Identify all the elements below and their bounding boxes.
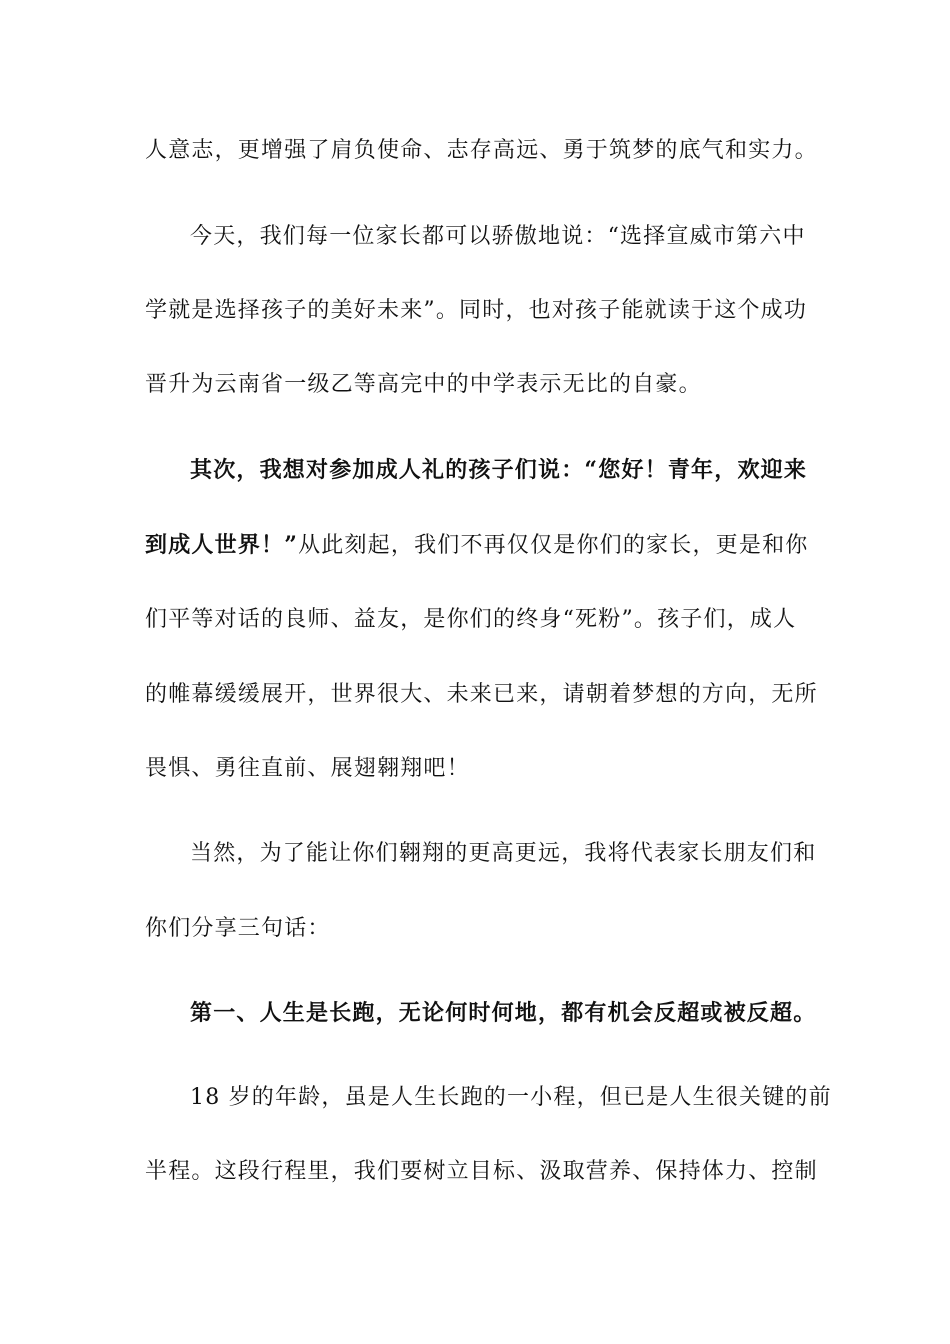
text-line-9: 当然，为了能让你们翱翔的更高更远，我将代表家长朋友们和 — [190, 841, 817, 866]
normal-fragment: 从此刻起，我们不再仅仅是你们的家长，更是和你 — [298, 533, 809, 558]
text-line-7: 的帷幕缓缓展开，世界很大、未来已来，请朝着梦想的方向，无所 — [145, 682, 818, 707]
text-line-1: 人意志，更增强了肩负使命、志存高远、勇于筑梦的底气和实力。 — [145, 138, 818, 163]
text-line-2: 今天，我们每一位家长都可以骄傲地说：“选择宣威市第六中 — [190, 224, 806, 249]
mixed-line — [145, 530, 808, 561]
bold-line-1: 其次，我想对参加成人礼的孩子们说：“您好！青年，欢迎来 — [190, 457, 808, 483]
text-line-3: 学就是选择孩子的美好未来”。同时，也对孩子能就读于这个成功 — [145, 298, 808, 323]
bold-fragment: 到成人世界！” — [145, 532, 299, 558]
text-line-10: 你们分享三句话： — [145, 916, 331, 941]
text-line-13: 半程。这段行程里，我们要树立目标、汲取营养、保持体力、控制 — [145, 1159, 818, 1184]
text-line-8: 畏惧、勇往直前、展翅翱翔吧！ — [145, 756, 470, 781]
bold-line-2: 第一、人生是长跑，无论何时何地，都有机会反超或被反超。 — [190, 1000, 817, 1026]
text-line-12: 18 岁的年龄，虽是人生长跑的一小程，但已是人生很关键的前 — [190, 1085, 832, 1110]
text-line-6: 们平等对话的良师、益友，是你们的终身“死粉”。孩子们，成人 — [145, 607, 797, 632]
text-line-4: 晋升为云南省一级乙等高完中的中学表示无比的自豪。 — [145, 372, 702, 397]
